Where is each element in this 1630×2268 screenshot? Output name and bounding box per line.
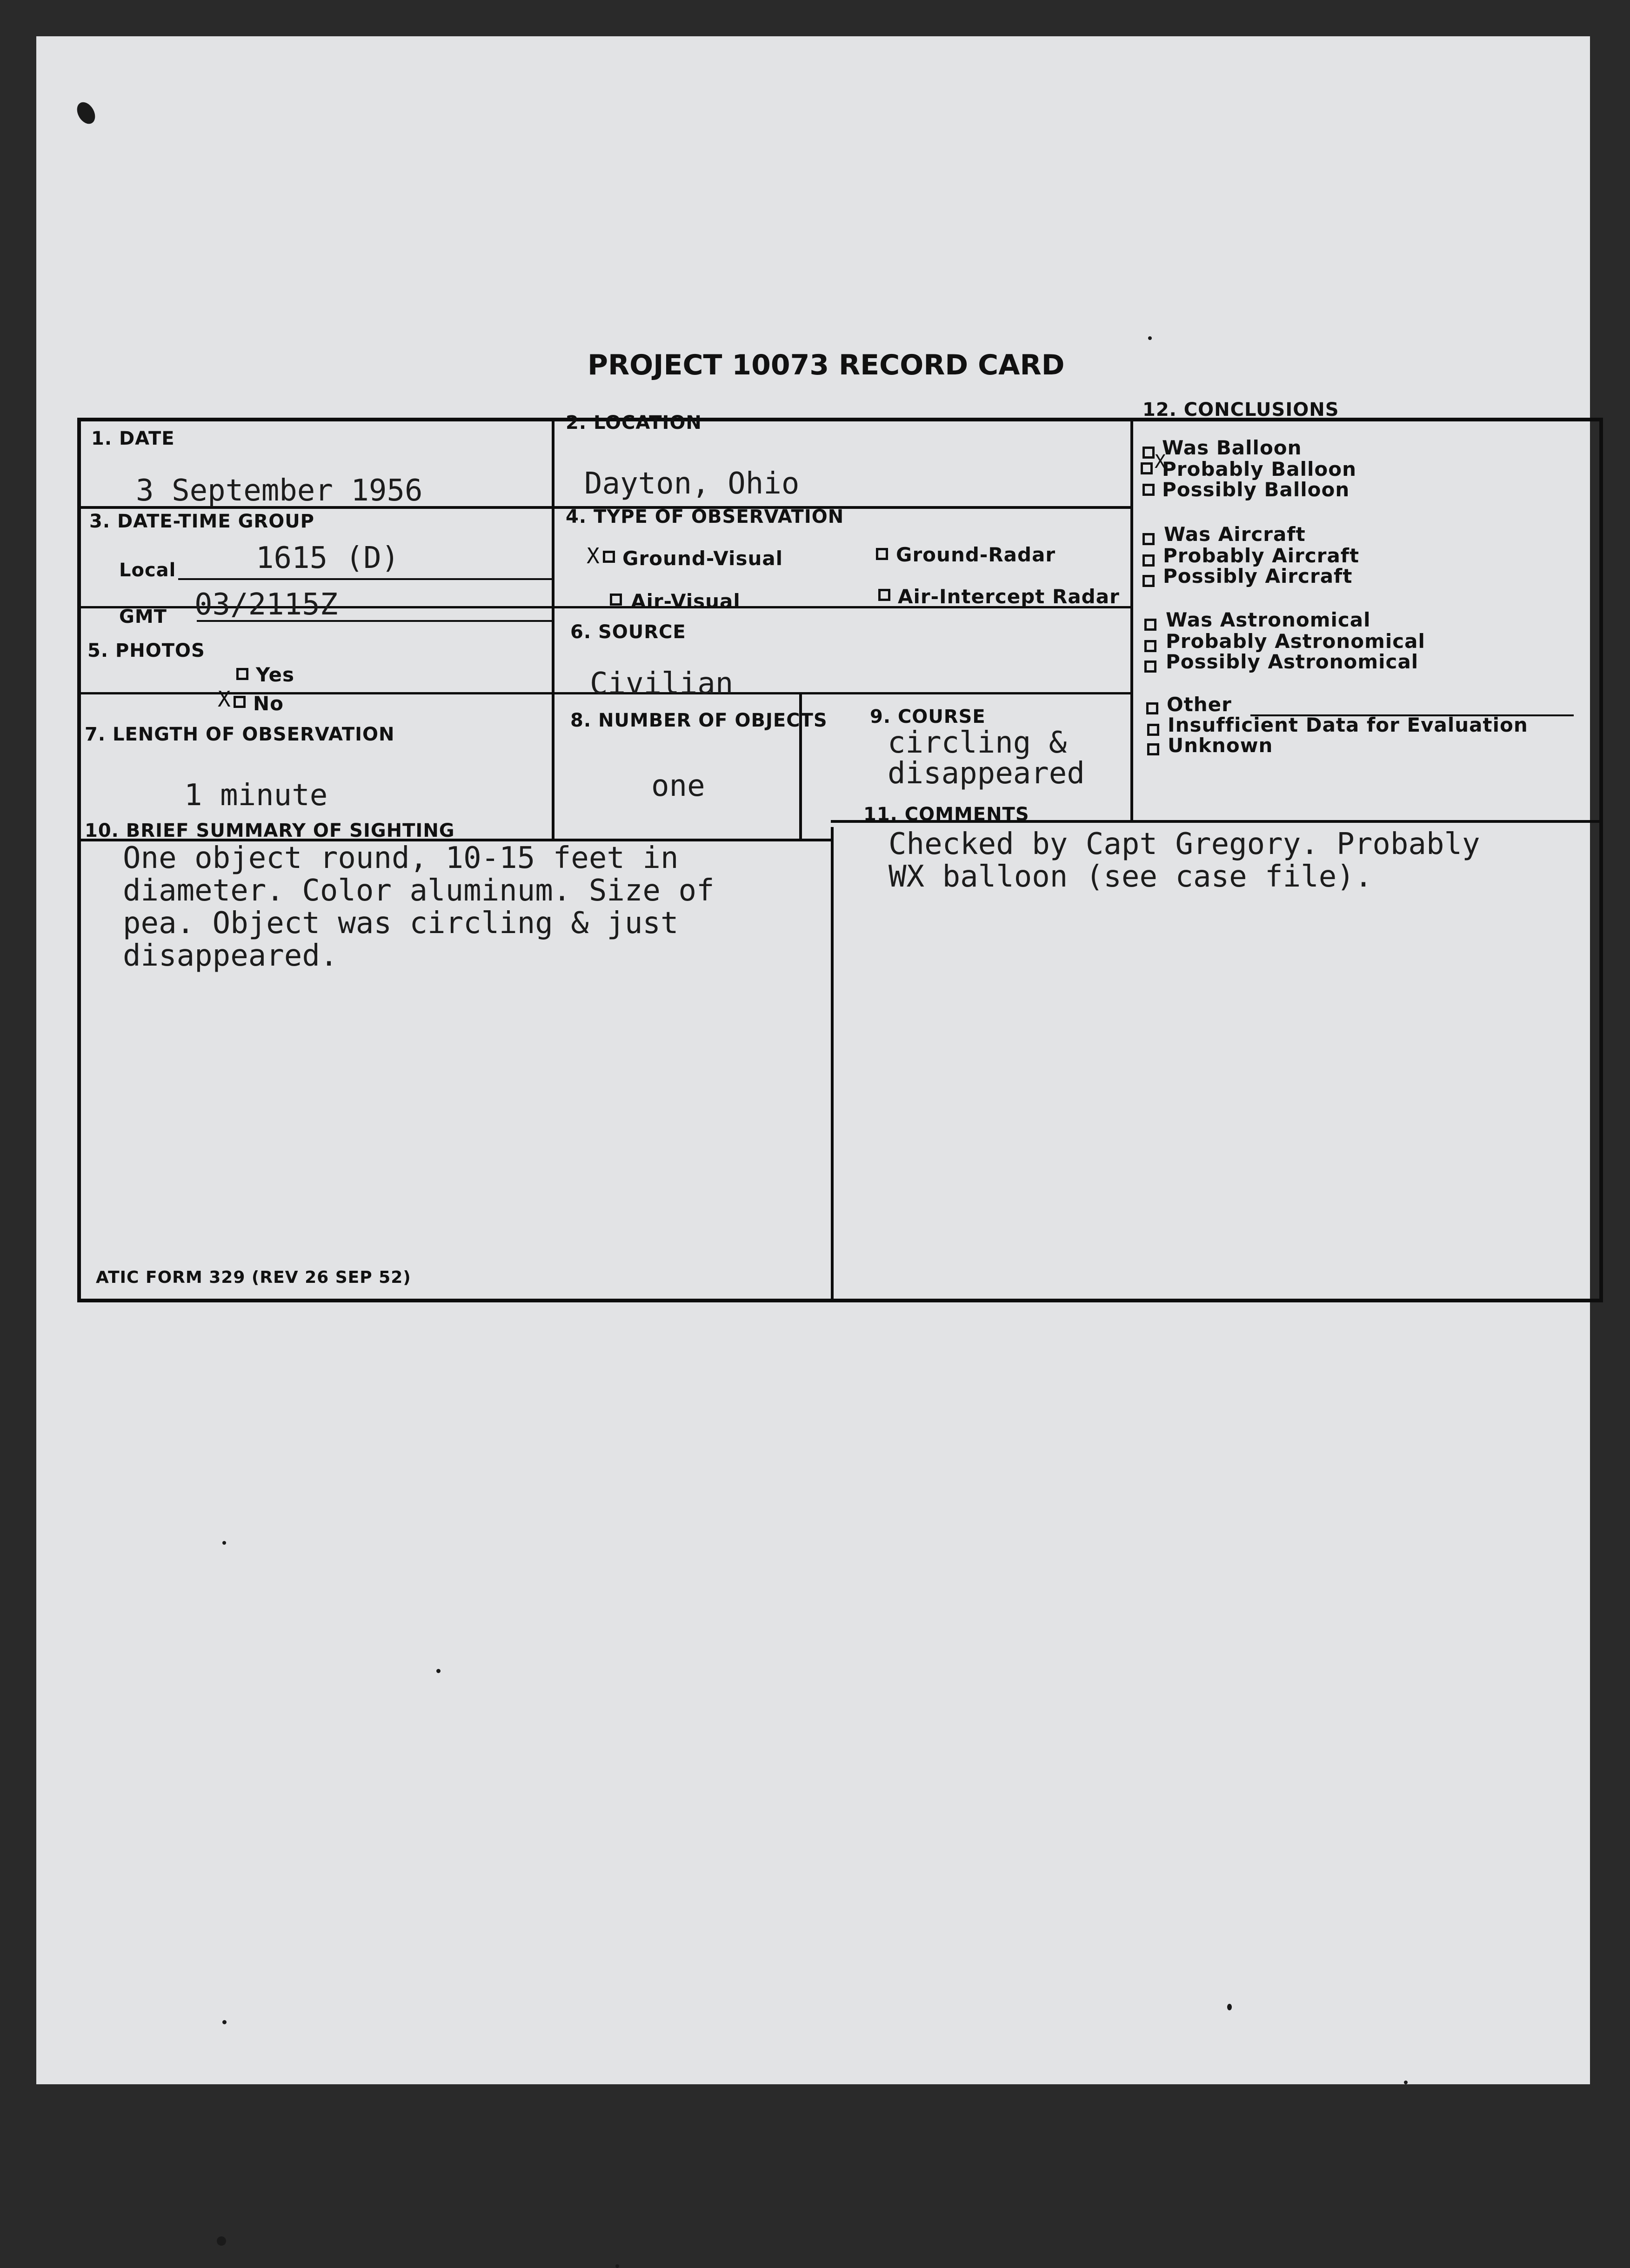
was-astronomical-option: Was Astronomical: [1166, 608, 1371, 631]
number-of-objects-label: 8. NUMBER OF OBJECTS: [570, 710, 828, 731]
length-of-observation-label: 7. LENGTH OF OBSERVATION: [85, 724, 395, 745]
checkmark-x: X: [587, 543, 600, 568]
location-value: Dayton, Ohio: [584, 467, 800, 501]
divider: [552, 418, 554, 841]
was-aircraft-checkbox[interactable]: [1142, 533, 1155, 545]
type-of-observation-label: 4. TYPE OF OBSERVATION: [566, 506, 844, 527]
photos-yes-option: Yes: [256, 663, 295, 686]
length-of-observation-value: 1 minute: [184, 778, 328, 813]
date-value: 3 September 1956: [136, 474, 423, 508]
comments-label: 11. COMMENTS: [863, 804, 1029, 825]
air-intercept-radar-checkbox[interactable]: [878, 589, 890, 601]
possibly-astronomical-option: Possibly Astronomical: [1166, 650, 1419, 673]
course-label: 9. COURSE: [870, 706, 986, 727]
probably-balloon-option: Probably Balloon: [1162, 458, 1356, 480]
possibly-balloon-option: Possibly Balloon: [1162, 478, 1350, 501]
source-value: Civilian: [590, 667, 734, 701]
ground-visual-checkbox[interactable]: [603, 551, 615, 563]
probably-aircraft-checkbox[interactable]: [1142, 554, 1155, 567]
record-card-page: [36, 36, 1590, 2084]
insufficient-data-option: Insufficient Data for Evaluation: [1168, 714, 1528, 736]
air-intercept-radar-option: Air-Intercept Radar: [898, 585, 1120, 608]
other-checkbox[interactable]: [1146, 702, 1158, 714]
divider: [1130, 418, 1133, 821]
comments-line: Checked by Capt Gregory. Probably: [888, 827, 1480, 861]
photos-no-option: No: [253, 692, 284, 715]
checkmark-x: X: [218, 687, 231, 712]
course-value-line1: circling &: [888, 726, 1067, 760]
ground-radar-option: Ground-Radar: [896, 543, 1056, 566]
possibly-astronomical-checkbox[interactable]: [1144, 660, 1156, 673]
unknown-checkbox[interactable]: [1147, 743, 1159, 755]
unknown-option: Unknown: [1168, 734, 1273, 757]
card-title: PROJECT 10073 RECORD CARD: [588, 349, 1065, 381]
possibly-aircraft-checkbox[interactable]: [1142, 575, 1155, 587]
divider: [178, 578, 553, 580]
source-label: 6. SOURCE: [570, 621, 686, 643]
was-balloon-checkbox[interactable]: [1142, 447, 1155, 459]
insufficient-data-checkbox[interactable]: [1147, 724, 1159, 736]
probably-astronomical-checkbox[interactable]: [1144, 640, 1156, 652]
gmt-value: 03/2115Z: [194, 587, 338, 622]
number-of-objects-value: one: [651, 769, 705, 803]
divider: [831, 827, 834, 1301]
probably-aircraft-option: Probably Aircraft: [1163, 544, 1360, 567]
was-astronomical-checkbox[interactable]: [1144, 619, 1156, 631]
gmt-label: GMT: [119, 606, 167, 627]
form-id: ATIC FORM 329 (REV 26 SEP 52): [96, 1268, 411, 1287]
local-time-value: 1615 (D): [256, 541, 400, 575]
summary-label: 10. BRIEF SUMMARY OF SIGHTING: [85, 820, 455, 841]
possibly-balloon-checkbox[interactable]: [1142, 484, 1155, 496]
probably-balloon-checkbox[interactable]: [1141, 462, 1153, 474]
scan-speck: [1148, 336, 1152, 340]
was-aircraft-option: Was Aircraft: [1164, 523, 1306, 546]
comments-line: WX balloon (see case file).: [888, 860, 1373, 894]
scan-speck: [222, 2020, 227, 2024]
date-label: 1. DATE: [91, 428, 175, 449]
possibly-aircraft-option: Possibly Aircraft: [1163, 565, 1353, 587]
photos-label: 5. PHOTOS: [87, 640, 205, 661]
location-label: 2. LOCATION: [566, 412, 702, 434]
summary-line: pea. Object was circling & just: [123, 906, 679, 941]
course-value-line2: disappeared: [888, 756, 1085, 791]
scan-speck: [615, 2264, 619, 2268]
photos-no-checkbox[interactable]: [234, 696, 246, 708]
scan-speck: [1404, 2081, 1408, 2084]
was-balloon-option: Was Balloon: [1162, 436, 1302, 459]
probably-astronomical-option: Probably Astronomical: [1166, 630, 1425, 653]
scan-speck: [73, 99, 99, 127]
photos-yes-checkbox[interactable]: [236, 668, 248, 680]
ground-visual-option: Ground-Visual: [622, 547, 783, 570]
local-time-label: Local: [119, 560, 176, 581]
summary-line: diameter. Color aluminum. Size of: [123, 874, 715, 908]
air-visual-checkbox[interactable]: [610, 594, 622, 606]
scan-speck: [217, 2236, 226, 2246]
conclusions-label: 12. CONCLUSIONS: [1142, 399, 1339, 420]
air-visual-option: Air-Visual: [631, 590, 741, 613]
scan-speck: [436, 1669, 441, 1673]
summary-line: disappeared.: [123, 939, 338, 973]
checkmark-x: X: [1155, 451, 1166, 473]
summary-line: One object round, 10-15 feet in: [123, 841, 679, 875]
other-option: Other: [1167, 693, 1232, 716]
ground-radar-checkbox[interactable]: [876, 548, 888, 560]
scan-speck: [1227, 2004, 1232, 2010]
scan-speck: [222, 1541, 226, 1545]
date-time-group-label: 3. DATE-TIME GROUP: [89, 511, 314, 532]
